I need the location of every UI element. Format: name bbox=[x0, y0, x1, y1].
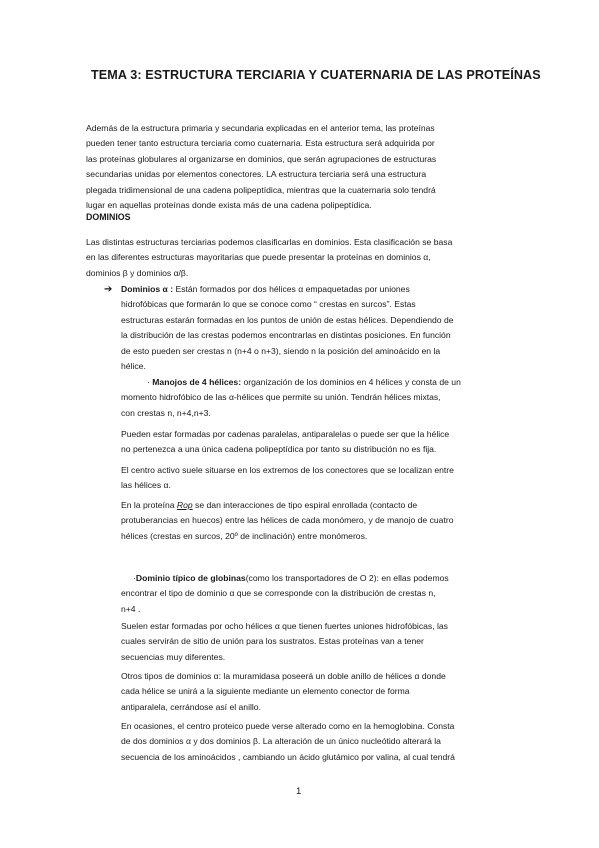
text-line: las proteínas globulares al organizarse en dominios, que serán agrupaciones de estructuras bbox=[86, 153, 437, 164]
bullet-term: Dominios α : bbox=[121, 284, 174, 294]
text-line: hidrofóbicas que formarán lo que se conoce como “ crestas en surcos”. Estas bbox=[121, 299, 416, 310]
text-line: secuencias muy diferentes. bbox=[121, 651, 226, 662]
text-line: de dos dominios α y dos dominios β. La alteración de un único nucleótido alterará la bbox=[121, 736, 441, 747]
text-line: cuales servirán de sitio de unión para los sustratos. Estas proteínas van a tener bbox=[121, 636, 424, 647]
text-line bbox=[121, 375, 461, 390]
manojos-text: organización de los dominios en 4 hélices y consta de un bbox=[241, 377, 461, 387]
text-line: Pueden estar formadas por cadenas paralelas, antiparalelas o puede ser que la hélice bbox=[121, 429, 450, 439]
globinas-term: Dominio típico de globinas bbox=[135, 573, 246, 583]
text-line: secundarias unidas por elementos conectores. LA estructura terciaria será una estructura bbox=[86, 169, 427, 180]
text-line bbox=[121, 282, 454, 297]
globinas-paragraph bbox=[121, 571, 449, 617]
text-line: de esto pueden ser crestas n (n+4 o n+3), siendo n la posición del aminoácido en la bbox=[121, 345, 441, 356]
middot-prefix: · bbox=[133, 573, 136, 583]
text-line bbox=[121, 571, 449, 586]
manojos-term: Manojos de 4 hélices: bbox=[152, 377, 242, 387]
section-heading-dominios: DOMINIOS bbox=[86, 212, 131, 222]
dominios-alfa-bullet bbox=[121, 282, 454, 374]
text-line bbox=[121, 498, 454, 513]
text-line: secuencia de los aminoácidos , cambiando un ácido glutámico por valina, al cual tendrá bbox=[121, 751, 455, 762]
bullet-text: Están formados por dos hélices α empaquetadas por uniones bbox=[173, 284, 410, 294]
document-title: TEMA 3: ESTRUCTURA TERCIARIA Y CUATERNARIA DE LAS PROTEÍNAS bbox=[91, 68, 541, 82]
text-line: encontrar el tipo de dominio α que se corresponde con la distribución de crestas n, bbox=[121, 588, 436, 599]
rop-link[interactable]: Rop bbox=[176, 500, 193, 510]
text-line: pueden tener tanto estructura terciaria como cuaternaria. Esta estructura será adquirida por bbox=[86, 138, 435, 149]
text-line: en las diferentes estructuras mayoritarias que puede presentar la proteínas en dominios α, bbox=[86, 252, 431, 263]
text-line: Otros tipos de dominios α: la muramidasa poseerá un doble anillo de hélices α donde bbox=[121, 671, 446, 681]
intro-paragraph bbox=[86, 121, 436, 213]
muramidasa-paragraph bbox=[121, 669, 446, 715]
text-line: n+4 . bbox=[121, 603, 141, 614]
text-line: Suelen estar formadas por ocho hélices α que tienen fuertes uniones hidrofóbicas, las bbox=[121, 621, 448, 631]
middot-prefix: · bbox=[147, 377, 153, 387]
text-line: no pertenezca a una única cadena polipeptídica por tanto su distribución no es fija. bbox=[121, 444, 437, 455]
text-line: El centro activo suele situarse en los extremos de los conectores que se localizan entre bbox=[121, 465, 454, 475]
manojos-paragraph bbox=[121, 375, 461, 421]
text-line: Las distintas estructuras terciarias podemos clasificarlas en dominios. Esta clasificación se basa bbox=[86, 237, 453, 247]
text-line: Además de la estructura primaria y secundaria explicadas en el anterior tema, las proteínas bbox=[86, 123, 435, 133]
dominios-intro-paragraph bbox=[86, 235, 452, 281]
text-line: En ocasiones, el centro proteico puede verse alterado como en la hemoglobina. Consta bbox=[121, 721, 455, 731]
centro-activo-paragraph bbox=[121, 463, 454, 494]
text-line: hélices (crestas en surcos, 20º de inclinación) entre monómeros. bbox=[121, 530, 368, 541]
rop-text: se dan interacciones de tipo espiral enrollada (contacto de bbox=[192, 500, 418, 510]
arrow-bullet-icon: ➔ bbox=[104, 284, 113, 295]
page-number: 1 bbox=[296, 786, 302, 797]
text-line: protuberancias en huecos) entre las hélices de cada monómero, y de manojo de cuatro bbox=[121, 515, 454, 526]
hemoglobina-paragraph bbox=[121, 719, 455, 765]
text-line: hélice. bbox=[121, 361, 146, 372]
text-line: estructuras estarán formadas en los puntos de unión de estas hélices. Dependiendo de bbox=[121, 314, 454, 325]
ocho-helices-paragraph bbox=[121, 619, 448, 665]
rop-paragraph bbox=[121, 498, 454, 544]
text-line: plegada tridimensional de una cadena polipeptídica, mientras que la cuaternaria solo tendrá bbox=[86, 184, 436, 195]
globinas-text: (como los transportadores de O 2): en ellas podemos bbox=[245, 573, 449, 583]
rop-text: En la proteína bbox=[121, 500, 177, 510]
text-line: antiparalela, cerrándose así el anillo. bbox=[121, 701, 261, 712]
text-line: la distribución de las crestas podemos encontrarlas en distintas posiciones. En función bbox=[121, 330, 451, 341]
text-line: lugar en aquellas proteínas donde exista más de una cadena polipeptídica. bbox=[86, 200, 372, 211]
paralelas-paragraph bbox=[121, 427, 449, 458]
text-line: con crestas n, n+4,n+3. bbox=[121, 407, 211, 418]
text-line: dominios β y dominios α/β. bbox=[86, 267, 189, 278]
text-line: momento hidrofóbico de las α-hélices que permite su unión. Tendrán hélices mixtas, bbox=[121, 392, 441, 403]
text-line: las hélices α. bbox=[121, 480, 171, 491]
text-line: cada hélice se unirá a la siguiente mediante un elemento conector de forma bbox=[121, 686, 410, 697]
